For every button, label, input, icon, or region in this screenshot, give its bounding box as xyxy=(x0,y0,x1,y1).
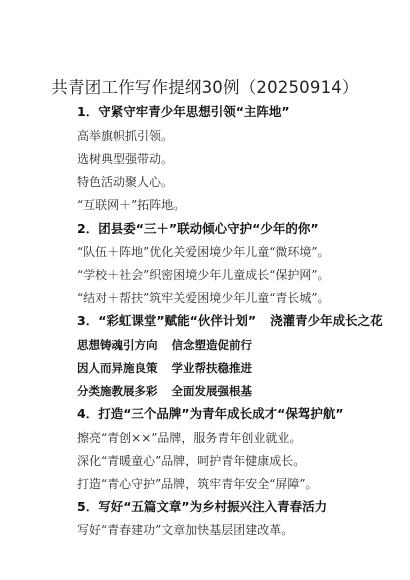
section-5-item-1: 写好“青春建功”文章加快基层团建改革。 xyxy=(77,523,294,537)
section-2-heading: 2．团县委“三＋”联动倾心守护“少年的你” xyxy=(77,221,319,236)
section-3-heading xyxy=(77,313,383,329)
section-3-item-2 xyxy=(77,360,252,376)
section-4-item-3: 打造“青心守护”品牌，筑牢青年安全“屏障”。 xyxy=(77,477,318,491)
section-1-item-3: 特色活动聚人心。 xyxy=(77,175,174,189)
section-4-heading: 4．打造“三个品牌”为青年成长成才“保驾护航” xyxy=(77,406,344,421)
section-3-item-3 xyxy=(77,383,252,399)
section-4-item-1: 擦亮“青创××”品牌，服务青年创业就业。 xyxy=(77,431,302,445)
section-1-item-4: “互联网＋”拓阵地。 xyxy=(77,198,186,212)
section-2-item-3: “结对＋帮扶”筑牢关爱困境少年儿童“青长城”。 xyxy=(77,291,330,305)
section-2-item-2: “学校＋社会”织密困境少年儿童成长“保护网”。 xyxy=(77,268,330,282)
document-title: 共青团工作写作提纲30例（20250914） xyxy=(51,78,359,97)
section-1-item-2: 选树典型强带动。 xyxy=(77,152,174,166)
section-3-heading-part-1: 3．“彩虹课堂”赋能“伙伴计划” xyxy=(77,313,257,328)
section-3-item-3-a: 分类施教展多彩 xyxy=(77,384,158,398)
section-2-item-1: “队伍＋阵地”优化关爱困境少年儿童“微环境”。 xyxy=(77,245,330,259)
section-3-item-2-a: 因人而异施良策 xyxy=(77,361,158,375)
section-3-item-2-b: 学业帮扶稳推进 xyxy=(171,361,252,375)
section-3-item-1-b: 信念塑造促前行 xyxy=(171,338,252,352)
section-1-heading: 1．守紧守牢青少年思想引领“主阵地” xyxy=(77,104,290,119)
section-3-item-1-a: 思想铸魂引方向 xyxy=(77,338,158,352)
section-3-item-1 xyxy=(77,337,252,353)
section-1-item-1: 高举旗帜抓引领。 xyxy=(77,129,174,143)
section-3-item-3-b: 全面发展强根基 xyxy=(171,384,252,398)
section-3-heading-part-2: 浇灌青少年成长之花 xyxy=(270,313,383,328)
section-4-item-2: 深化“青暖童心”品牌，呵护青年健康成长。 xyxy=(77,454,306,468)
section-5-heading: 5．写好“五篇文章”为乡村振兴注入青春活力 xyxy=(77,499,328,514)
